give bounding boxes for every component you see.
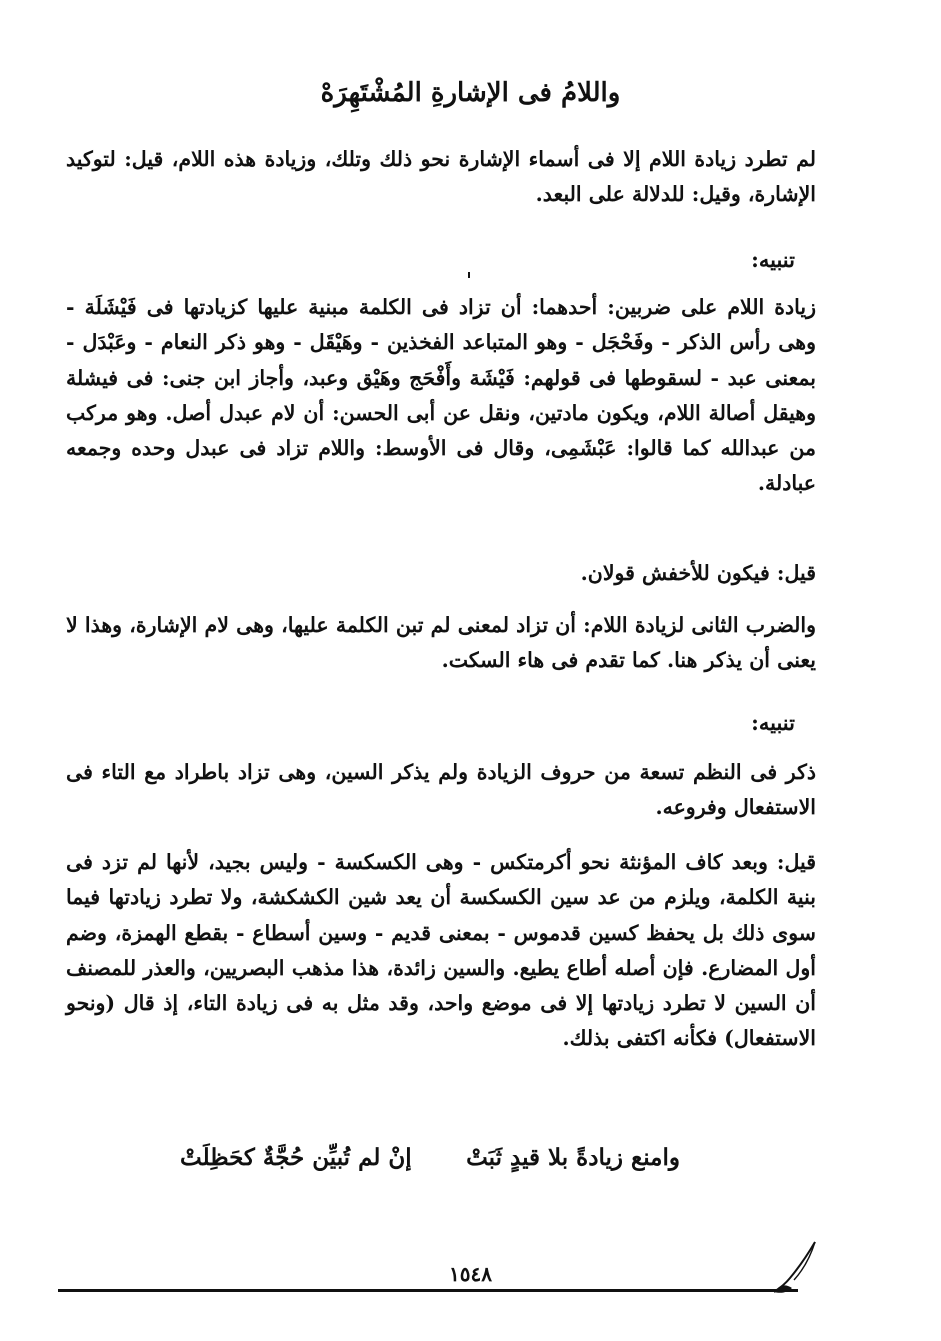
verse-hemistich-2: إنْ لم تُبيِّن حُجَّةٌ كحَظِلَتْ <box>180 1144 412 1171</box>
section-heading: واللامُ فى الإشارةِ المُشْتَهِرَهْ <box>320 78 621 108</box>
quill-ornament-icon <box>770 1240 820 1296</box>
paragraph-2: زيادة اللام على ضربين: أحدهما: أن تزاد فى الكلمة مبنية عليها كزيادتها فى فَيْشَلَة - وهى رأس الذكر - وفَحْجَل - وهو المتباعد الفخذين - وهَيْقَل - وهو ذكر النعام - وعَبْدَل - بمعنى عبد - لسقوطها فى قولهم: فَيْشَة وأَفْحَج وهَيْق وعبد، وأجاز ابن جنى: فى فيشلة وهيقل أصالة اللام، ويكون مادتين، ونقل عن أبى الحسن: أن لام عبدل أصل. وهو مركب من عبدالله كما قالوا: عَبْشَمِى، وقال فى الأوسط: واللام تزاد فى عبدل وحده وجمعه عبادلة. <box>66 295 816 496</box>
paragraph-5: ذكر فى النظم تسعة من حروف الزيادة ولم يذكر السين، وهى تزاد باطراد مع التاء فى الاستفعال وفروعه. <box>66 760 816 820</box>
verse-line <box>180 1144 680 1171</box>
page-number: ١٥٤٨ <box>449 1262 492 1286</box>
paragraph-4: والضرب الثانى لزيادة اللام: أن تزاد لمعنى لم تبن الكلمة عليها، وهى لام الإشارة، وهذا لا يعنى أن يذكر هنا. كما تقدم فى هاء السكت. <box>66 613 816 673</box>
verse-hemistich-1: وامنع زيادةً بلا قيدٍ ثَبَتْ <box>466 1144 680 1171</box>
paragraph-3: قيل: فيكون للأخفش قولان. <box>580 561 816 585</box>
paragraph-1: لم تطرد زيادة اللام إلا فى أسماء الإشارة نحو ذلك وتلك، وزيادة هذه اللام، قيل: لتوكيد الإشارة، وقيل: للدلالة على البعد. <box>66 147 816 207</box>
ink-mark <box>468 272 470 278</box>
footer-rule <box>58 1289 798 1292</box>
paragraph-6: قيل: وبعد كاف المؤنثة نحو أكرمتكس - وهى الكسكسة - وليس بجيد، لأنها لم تزد فى بنية الكلمة، ويلزم من عد سين الكسكسة أن يعد شين الكشكشة، ولا تطرد زيادتها فيما سوى ذلك بل يحفظ كسين قدموس - بمعنى قديم - وسين أسطاع - بقطع الهمزة، وضم أول المضارع. فإن أصله أطاع يطيع. والسين زائدة، هذا مذهب البصريين، والعذر للمصنف أن السين لا تطرد زيادتها إلا فى موضع واحد، وقد مثل به فى زيادة التاء، إذ قال (ونحو الاستفعال) فكأنه اكتفى بذلك. <box>66 850 816 1051</box>
note-heading-1: تنبيه: <box>751 247 795 272</box>
note-heading-2: تنبيه: <box>751 710 795 735</box>
